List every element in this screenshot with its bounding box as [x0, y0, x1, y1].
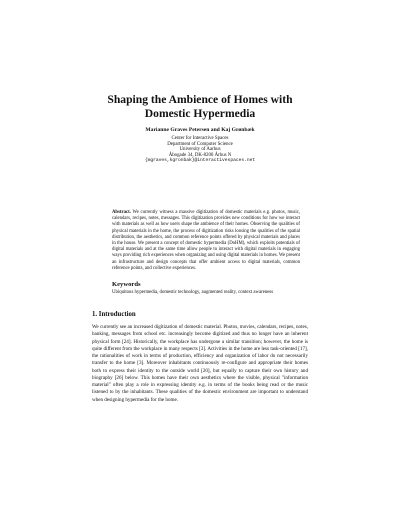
title-line-1: Shaping the Ambience of Homes with — [107, 93, 293, 106]
title-line-2: Domestic Hypermedia — [144, 107, 256, 120]
affiliation-block — [60, 136, 340, 164]
introduction-paragraph: We currently see an increased digitization of domestic material. Photos, movies, calendars, recipes, notes, banking, messages from school etc. increasingly become digitized and thus no longer have an inherent physical form [24]. Historically, the workplace has undergone a similar transition; however, the home is quite different from the workplace in many respects [3]. Activities in the home are less task-oriented [17], the rationalities of work in terms of production, efficiency and organization of labor do not necessarily transfer to the home [3]. Moreover inhabitants continuously re-configure and appropriate their homes both to express their identity to the outside world [20], but equally to capture their own history and biography [26] below. This homes have their own aesthetics where the visible, physical "information material" often play a role in expressing identity e.g. in terms of the books being read or the music listened to by the inhabitants. These qualities of the domestic environment are important to understand when designing hypermedia for the home. — [92, 324, 308, 403]
affiliation-university: University of Aarhus — [179, 147, 221, 152]
affiliation-address: Åbogade 34, DK-8200 Århus N — [168, 152, 232, 158]
paper-title — [60, 93, 340, 121]
affiliation-department: Department of Computer Science — [167, 141, 233, 147]
abstract-text: We currently witness a massive digitization of domestic materials e.g. photos, music, calendars, recipes, notes, messages. This digitization provides new conditions for how we interact with materials as well as how users shape the ambience of their homes. Observing the qualities of physical materials in the home, the process of digitization risks loosing the qualities of the spatial distribution, the aesthetics, and common reference points offered by physical materials and places in the house. We present a concept of domestic hypermedia (DoHM), which exploits potentials of digital materials and at the same time allow people to interact with digital materials in engaging ways providing rich experiences when organizing and using digital materials in homes. We present an infrastructure and design concepts that offer ambient access to digital materials, common reference points, and collective experiences. — [112, 210, 300, 271]
abstract — [112, 210, 300, 272]
keywords-heading: Keywords — [112, 281, 141, 288]
abstract-label: Abstract. — [112, 210, 131, 215]
section-heading-introduction: 1. Introduction — [92, 311, 136, 318]
affiliation-center: Center for Interactive Spaces — [171, 136, 229, 141]
author-names: Marianne Graves Petersen and Kaj Grønbæk — [145, 127, 255, 133]
author-email: {mgraves,kgronbak}@interactivespaces.net — [144, 158, 256, 163]
keywords-text: Ubiquitous hypermedia, domestic technology, augmented reality, context awareness — [112, 290, 274, 295]
